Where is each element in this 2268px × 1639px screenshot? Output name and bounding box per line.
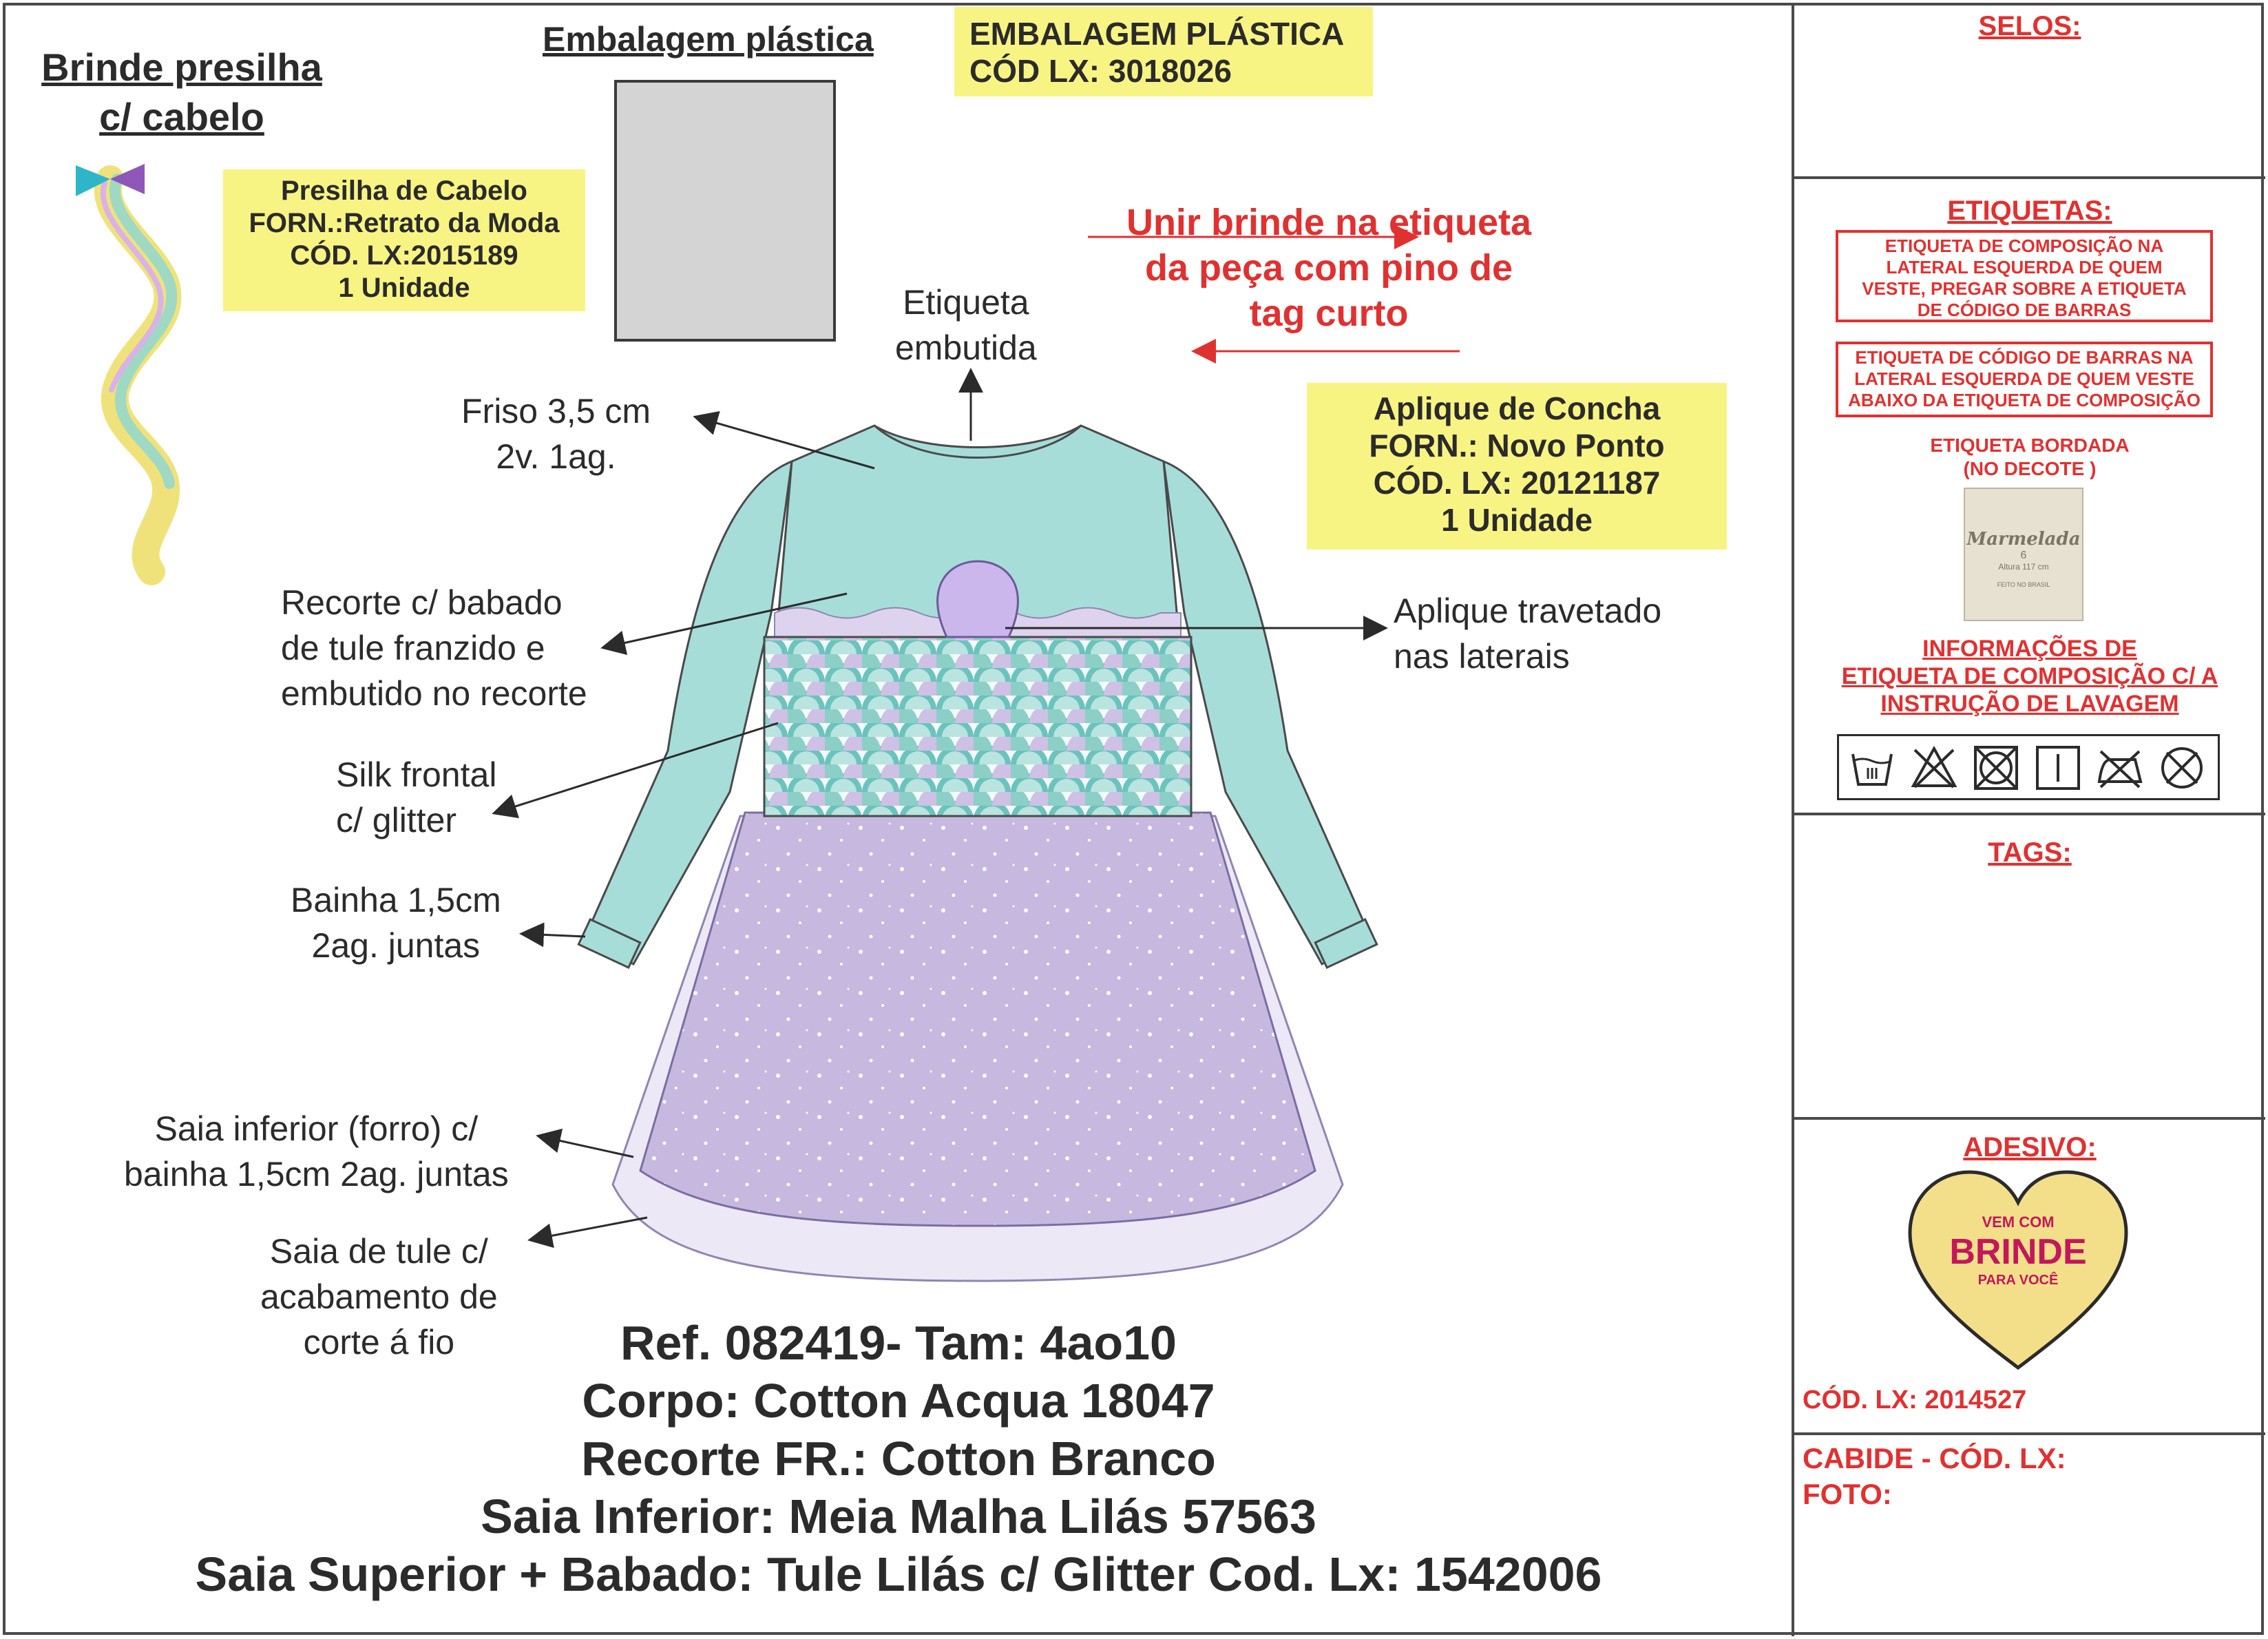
instruction-line: da peça com pino de [1144, 247, 1513, 289]
sticker-line-top: VEM COM [1982, 1213, 2055, 1231]
brand-label-name: Marmelada [1966, 529, 2081, 550]
redbox-line: ABAIXO DA ETIQUETA DE COMPOSIÇÃO [1848, 390, 2201, 410]
applique-box-line: 1 Unidade [1441, 502, 1593, 538]
callout-line: Friso 3,5 cm [461, 392, 651, 430]
care-title-line: INFORMAÇÕES DE [1922, 636, 2137, 662]
callout-line: 2ag. juntas [311, 926, 481, 965]
spec-line: Saia Superior + Babado: Tule Lilás c/ Glitter Cod. Lx: 1542006 [195, 1547, 1602, 1601]
callout-line: Saia inferior (forro) c/ [154, 1109, 479, 1148]
applique-box-line: CÓD. LX: 20121187 [1373, 465, 1661, 501]
spec-line: Ref. 082419- Tam: 4ao10 [620, 1316, 1177, 1370]
care-title-line: INSTRUÇÃO DE LAVAGEM [1880, 691, 2179, 717]
wash-30-icon [1849, 744, 1896, 791]
cabide-code: CABIDE - CÓD. LX: [1803, 1442, 2066, 1474]
care-title-line: ETIQUETA DE COMPOSIÇÃO C/ A [1841, 663, 2218, 689]
no-bleach-icon [1911, 744, 1957, 791]
composition-label-note [1836, 230, 2213, 322]
no-dry-clean-icon [2159, 744, 2205, 791]
callout-line: Etiqueta [903, 283, 1029, 322]
brand-label-origin: FEITO NO BRASIL [1997, 581, 2050, 588]
callout-line: Bainha 1,5cm [291, 881, 501, 919]
packaging-box-line: EMBALAGEM PLÁSTICA [969, 16, 1345, 52]
callout-line: embutida [895, 328, 1037, 367]
callout-line: corte á fio [303, 1323, 455, 1361]
redbox-line: DE CÓDIGO DE BARRAS [1917, 300, 2132, 320]
barcode-label-note [1836, 342, 2213, 417]
callout-line: c/ glitter [336, 801, 457, 839]
callout-line: Recorte c/ babado [281, 583, 563, 622]
callout-line: de tule franzido e [281, 629, 545, 667]
selos-title: SELOS: [1978, 11, 2081, 41]
adesivo-code: CÓD. LX: 2014527 [1803, 1386, 2027, 1414]
redbox-line: LATERAL ESQUERDA DE QUEM VESTE [1854, 368, 2194, 389]
gift-box-line: 1 Unidade [338, 273, 470, 303]
embroidered-line: ETIQUETA BORDADA [1930, 435, 2130, 456]
line-dry-icon [2035, 744, 2081, 791]
callout-line: nas laterais [1394, 637, 1570, 676]
spec-line: Corpo: Cotton Acqua 18047 [582, 1374, 1215, 1428]
redbox-line: VESTE, PREGAR SOBRE A ETIQUETA [1862, 278, 2187, 299]
applique-box-line: Aplique de Concha [1373, 390, 1661, 426]
packaging-box-line: CÓD LX: 3018026 [969, 53, 1232, 89]
applique-box-line: FORN.: Novo Ponto [1369, 428, 1665, 463]
callout-line: Saia de tule c/ [269, 1232, 488, 1271]
callout-line: acabamento de [260, 1277, 498, 1316]
gift-box-line: CÓD. LX:2015189 [290, 240, 518, 271]
callout-line: 2v. 1ag. [496, 437, 616, 476]
brand-label-height: Altura 117 cm [1998, 562, 2049, 572]
gift-box-line: FORN.:Retrato da Moda [249, 208, 560, 238]
spec-line: Recorte FR.: Cotton Branco [581, 1432, 1216, 1485]
redbox-line: LATERAL ESQUERDA DE QUEM [1886, 257, 2163, 278]
embroidered-line: (NO DECOTE ) [1963, 458, 2097, 479]
foto-label: FOTO: [1803, 1478, 1892, 1510]
brand-label-sample [1964, 488, 2083, 621]
embroidered-label-title [1794, 434, 2265, 481]
instruction-line: tag curto [1249, 293, 1409, 334]
adesivo-title: ADESIVO: [1963, 1132, 2097, 1162]
sticker-text [1904, 1213, 2132, 1288]
instruction-line: Unir brinde na etiqueta [1126, 202, 1532, 243]
sticker-line-main: BRINDE [1949, 1232, 2087, 1272]
tags-title: TAGS: [1988, 837, 2072, 868]
etiquetas-title: ETIQUETAS: [1947, 196, 2112, 226]
callout-line: embutido no recorte [281, 674, 587, 713]
callout-line: Silk frontal [336, 755, 497, 794]
redbox-line: ETIQUETA DE CÓDIGO DE BARRAS NA [1855, 347, 2194, 368]
callout-line: Aplique travetado [1394, 592, 1662, 630]
iron-low-icon [2097, 744, 2143, 791]
no-tumble-dry-icon [1973, 744, 2019, 791]
sticker-line-bottom: PARA VOCÊ [1977, 1273, 2059, 1288]
brand-label-size: 6 [2020, 550, 2027, 561]
spec-line: Saia Inferior: Meia Malha Lilás 57563 [481, 1490, 1316, 1543]
care-info-title [1794, 635, 2265, 718]
packaging-title: Embalagem plástica [543, 20, 874, 59]
care-symbols-strip [1837, 734, 2220, 800]
callout-line: bainha 1,5cm 2ag. juntas [124, 1155, 509, 1193]
gift-title-line1: Brinde presilha [41, 45, 322, 89]
spec-block [7, 1314, 1790, 1603]
gift-title-line2: c/ cabelo [99, 95, 264, 138]
redbox-line: ETIQUETA DE COMPOSIÇÃO NA [1884, 236, 2164, 256]
gift-box-line: Presilha de Cabelo [281, 176, 527, 206]
